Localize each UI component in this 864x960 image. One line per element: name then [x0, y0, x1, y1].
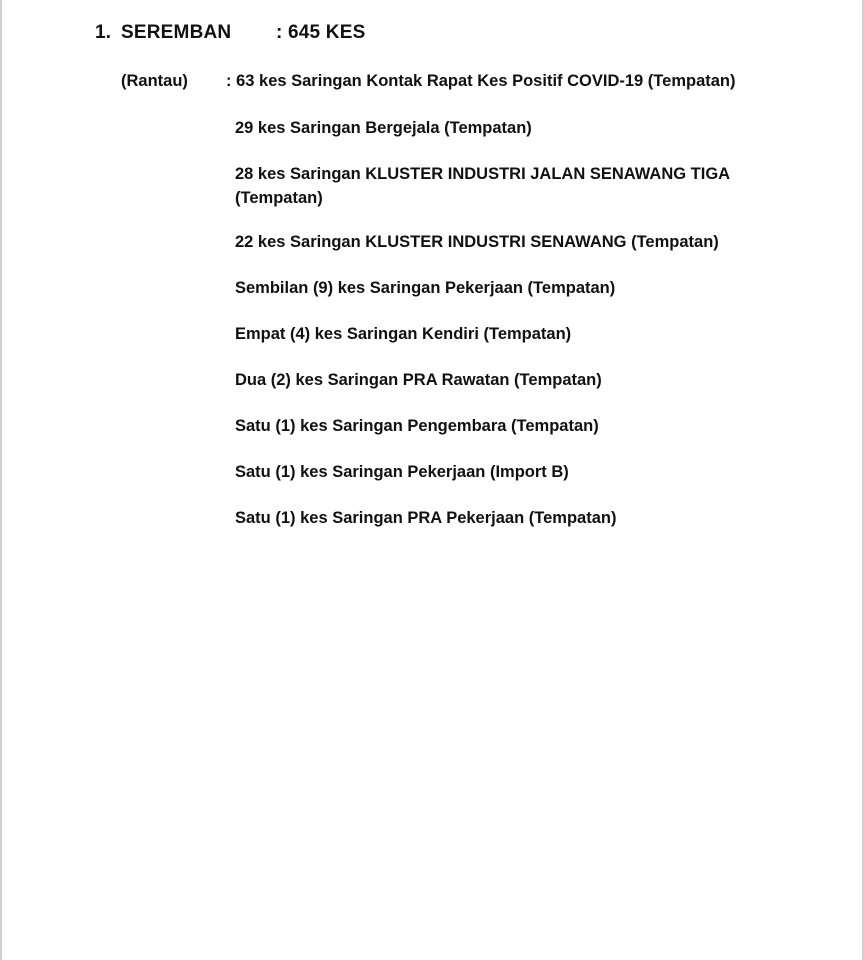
- list-item: Satu (1) kes Saringan Pekerjaan (Import B): [235, 463, 569, 481]
- district-total: : 645 KES: [276, 22, 366, 43]
- list-item: 29 kes Saringan Bergejala (Tempatan): [235, 119, 532, 137]
- district-name: SEREMBAN: [121, 22, 232, 43]
- list-item: Sembilan (9) kes Saringan Pekerjaan (Tempatan): [235, 279, 616, 297]
- list-item: Dua (2) kes Saringan PRA Rawatan (Tempatan): [235, 371, 602, 389]
- first-entry: : 63 kes Saringan Kontak Rapat Kes Positif COVID-19 (Tempatan): [226, 72, 736, 90]
- list-item: 28 kes Saringan KLUSTER INDUSTRI JALAN SENAWANG TIGA (Tempatan): [235, 165, 730, 207]
- list-item: Empat (4) kes Saringan Kendiri (Tempatan): [235, 325, 572, 343]
- sub-area-label: (Rantau): [121, 72, 188, 90]
- heading-number: 1.: [95, 22, 112, 43]
- list-item: 22 kes Saringan KLUSTER INDUSTRI SENAWANG (Tempatan): [235, 233, 719, 251]
- list-item: Satu (1) kes Saringan Pengembara (Tempatan): [235, 417, 599, 435]
- list-item: Satu (1) kes Saringan PRA Pekerjaan (Tempatan): [235, 509, 617, 527]
